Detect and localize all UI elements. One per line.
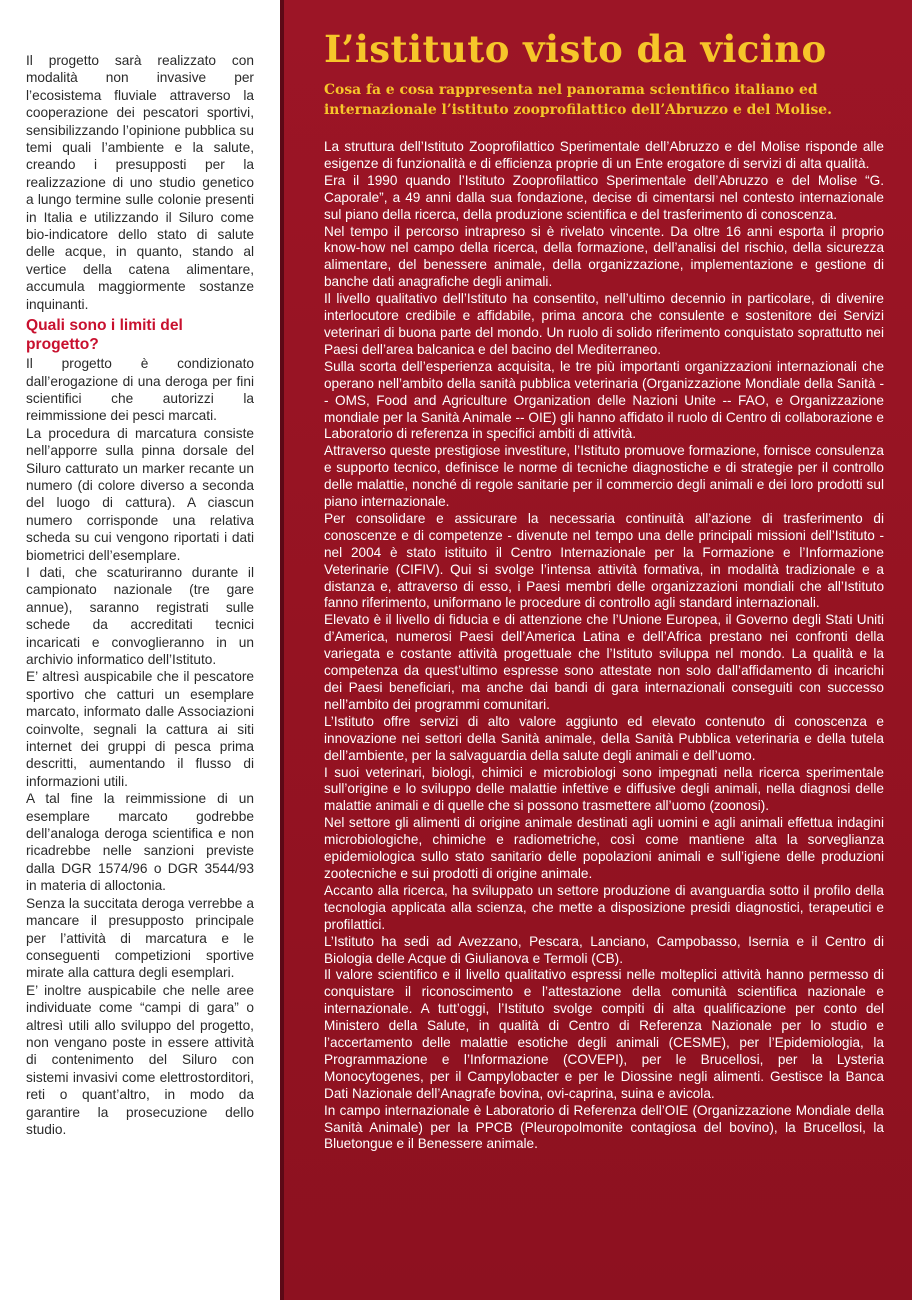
left-paragraph: A tal fine la reimmissione di un esemplare marcato godrebbe dell’analoga deroga scientifica e non ricadrebbe nelle sanzioni previste dalla DGR 1574/96 o DGR 3544/93 in materia di alloctonia. <box>26 791 254 894</box>
body-paragraph: I suoi veterinari, biologi, chimici e microbiologi sono impegnati nella ricerca sperimentale sull’origine e lo sviluppo delle malattie infettive e diffusive degli animali, nella diagnosi delle malattie animali e di quelle che si possono trasmettere all’uomo (zoonosi). <box>324 764 884 814</box>
body-paragraph: Nel tempo il percorso intrapreso si è rivelato vincente. Da oltre 16 anni esporta il proprio know-how nel campo della ricerca, della formazione, dell’analisi del rischio, della sicurezza alimentare, del benessere animale, della organizzazione, implementazione e gestione di banche dati anagrafiche degli animali. <box>324 223 884 290</box>
article-subtitle <box>324 80 912 120</box>
article-title: L’istituto visto da vicino <box>324 27 827 71</box>
body-paragraph: Sulla scorta dell’esperienza acquisita, le tre più importanti organizzazioni internazionali che operano nell’ambito della sanità pubblica veterinaria (Organizzazione Mondiale della Sanità -- OMS, Food and Agriculture Organization delle Nazioni Unite -- FAO, e Organizzazione mondiale per la Sanità Animale -- OIE) gli hanno affidato il ruolo di Centro di collaborazione e Laboratorio di referenza in specifici ambiti di attività. <box>324 358 884 442</box>
body-paragraph: L’Istituto ha sedi ad Avezzano, Pescara, Lanciano, Campobasso, Isernia e il Centro di Biologia delle Acque di Giulianova e Termoli (CB). <box>324 933 884 966</box>
left-paragraph: E’ inoltre auspicabile che nelle aree individuate come “campi di gara” o altresì utili allo sviluppo del progetto, non vengano poste in essere attività di contenimento del Siluro con sistemi invasivi come elettrostorditori, reti o quant’altro, in modo da garantire la prosecuzione dello studio. <box>26 982 254 1137</box>
left-paragraph: I dati, che scaturiranno durante il campionato nazionale (tre gare annue), saranno registrati sulle schede da accreditati tecnici incaricati e convoglieranno in un archivio informatico dell’Istituto. <box>26 564 254 667</box>
left-paragraph: Il progetto è condizionato dall’erogazione di una deroga per fini scientifici che autorizzi la reimmissione dei pesci marcati. <box>26 356 254 424</box>
body-paragraph: Il livello qualitativo dell’Istituto ha consentito, nell’ultimo decennio in particolare, di divenire interlocutore credibile e affidabile, prima ancora che consulente e sostenitore dei Servizi veterinari di buona parte del mondo. Un ruolo di solido riferimento conquistato soprattutto nei Paesi dell’area balcanica e del bacino del Mediterraneo. <box>324 291 884 357</box>
article-panel <box>284 0 912 1300</box>
subtitle-line: Cosa fa e cosa rappresenta nel panorama scientifico italiano ed <box>324 82 818 98</box>
body-paragraph: La struttura dell’Istituto Zooprofilattico Sperimentale dell’Abruzzo e del Molise risponde alle esigenze di funzionalità e di efficienza proprie di un Ente erogatore di servizi di alta qualità. <box>324 139 884 171</box>
body-paragraph: Era il 1990 quando l’Istituto Zooprofilattico Sperimentale dell’Abruzzo e del Molise “G. Caporale”, a 49 anni dalla sua fondazione, decise di cimentarsi nel contesto internazionale sul piano della ricerca, della produzione scientifica e del trasferimento di conoscenza. <box>324 172 884 222</box>
body-paragraph: L’Istituto offre servizi di alto valore aggiunto ed elevato contenuto di conoscenza e innovazione nei settori della Sanità animale, della Sanità Pubblica veterinaria e della tutela dell’ambiente, per la salvaguardia della salute degli animali e dell’uomo. <box>324 713 884 763</box>
body-paragraph: In campo internazionale è Laboratorio di Referenza dell’OIE (Organizzazione Mondiale della Sanità Animale) per la PPCB (Pleuropolmonite contagiosa del bovino), la Brucellosi, la Bluetongue e il Benessere animale. <box>324 1102 884 1152</box>
left-paragraph: Il progetto sarà realizzato con modalità non invasive per l’ecosistema fluviale attraverso la cooperazione dei pescatori sportivi, sensibilizzando l’opinione pubblica su temi quali l’ambiente e la salute, creando i presupposti per la realizzazione di uno studio genetico a lungo termine sulle colonie presenti in Italia e utilizzando il Siluro come bio-indicatore dello stato di salute delle acque, in quanto, stando al vertice della catena alimentare, accumula maggiormente sostanze inquinanti. <box>26 53 254 312</box>
subtitle-line: internazionale l’istituto zooprofilattico dell’Abruzzo e del Molise. <box>324 102 832 118</box>
body-paragraph: Il valore scientifico e il livello qualitativo espressi nelle molteplici attività hanno permesso di conquistare il riconoscimento e l’attestazione della comunità scientifica nazionale e internazionale. A tutt’oggi, l’Istituto svolge compiti di alta qualificazione per conto del Ministero della Salute, in qualità di Centro di Referenza Nazionale per lo studio e l’accertamento delle malattie esotiche degli animali (CESME), per l’Epidemiologia, la Programmazione e l’Informazione (COVEPI), per le Brucellosi, per la Lysteria Monocytogenes, per il Campylobacter e per le Diossine negli alimenti. Gestisce la Banca Dati Nazionale dell’Anagrafe bovina, ovi-caprina, suina e avicola. <box>324 967 884 1101</box>
left-column <box>26 52 254 1138</box>
left-paragraph: Senza la succitata deroga verrebbe a mancare il presupposto principale per l’attività di marcatura e le conseguenti competizioni sportive mirate alla cattura degli esemplari. <box>26 895 254 981</box>
section-heading: Quali sono i limiti del progetto? <box>26 317 183 353</box>
body-paragraph: Nel settore gli alimenti di origine animale destinati agli uomini e agli animali effettua indagini microbiologiche, chimiche e radiometriche, così come mantiene alta la sorveglianza epidemiologica sullo stato sanitario delle popolazioni animali e sull’igiene delle produzioni zootecniche e sui prodotti di origine animale. <box>324 815 884 881</box>
body-paragraph: Elevato è il livello di fiducia e di attenzione che l’Unione Europea, il Governo degli Stati Uniti d’America, numerosi Paesi dell’America Latina e dell’Africa prestano nei confronti della variegata e costante attività progettuale che l’Istituto sviluppa nel mondo. La qualità e la competenza da quest’ultimo espresse sono attestate non solo dall’affidamento di incarichi dei Paesi beneficiari, ma anche dai bandi di gara internazionali conseguiti con successo nell’ambito dei programmi comunitari. <box>324 612 884 712</box>
body-paragraph: Accanto alla ricerca, ha sviluppato un settore produzione di avanguardia sotto il profilo della tecnologia applicata alla scienza, che mette a disposizione presidi diagnostici, terapeutici e profilattici. <box>324 882 884 932</box>
body-paragraph: Per consolidare e assicurare la necessaria continuità all’azione di trasferimento di conoscenze e di competenze - divenute nel tempo una delle principali missioni dell’Istituto - nel 2004 è stato istituito il Centro Internazionale per la Formazione e l’Informazione Veterinarie (CIFIV). Qui si svolge l’intensa attività formativa, in modalità tradizionale e a distanza e, attraverso di esso, i Paesi membri delle organizzazioni mondiali che all’Istituto fanno riferimento, uniformano le procedure di controllo agli standard internazionali. <box>324 510 884 611</box>
left-paragraph: E’ altresì auspicabile che il pescatore sportivo che catturi un esemplare marcato, informato dalle Associazioni coinvolte, segnali la cattura ai siti internet dei gruppi di pesca prima descritti, aumentando il flusso di informazioni utili. <box>26 669 254 789</box>
left-paragraph: La procedura di marcatura consiste nell’apporre sulla pinna dorsale del Siluro catturato un marker recante un numero (di colore diverso a seconda del luogo di cattura). A ciascun numero corrisponde una relativa scheda su cui vengono riportati i dati biometrici dell’esemplare. <box>26 425 254 563</box>
article-body <box>324 139 884 1153</box>
body-paragraph: Attraverso queste prestigiose investiture, l’Istituto promuove formazione, fornisce consulenza e supporto tecnico, definisce le norme di tecniche diagnostiche e di strategie per il controllo delle malattie, nonché di regole sanitarie per il commercio degli animali e dei loro prodotti sul piano internazionale. <box>324 443 884 510</box>
